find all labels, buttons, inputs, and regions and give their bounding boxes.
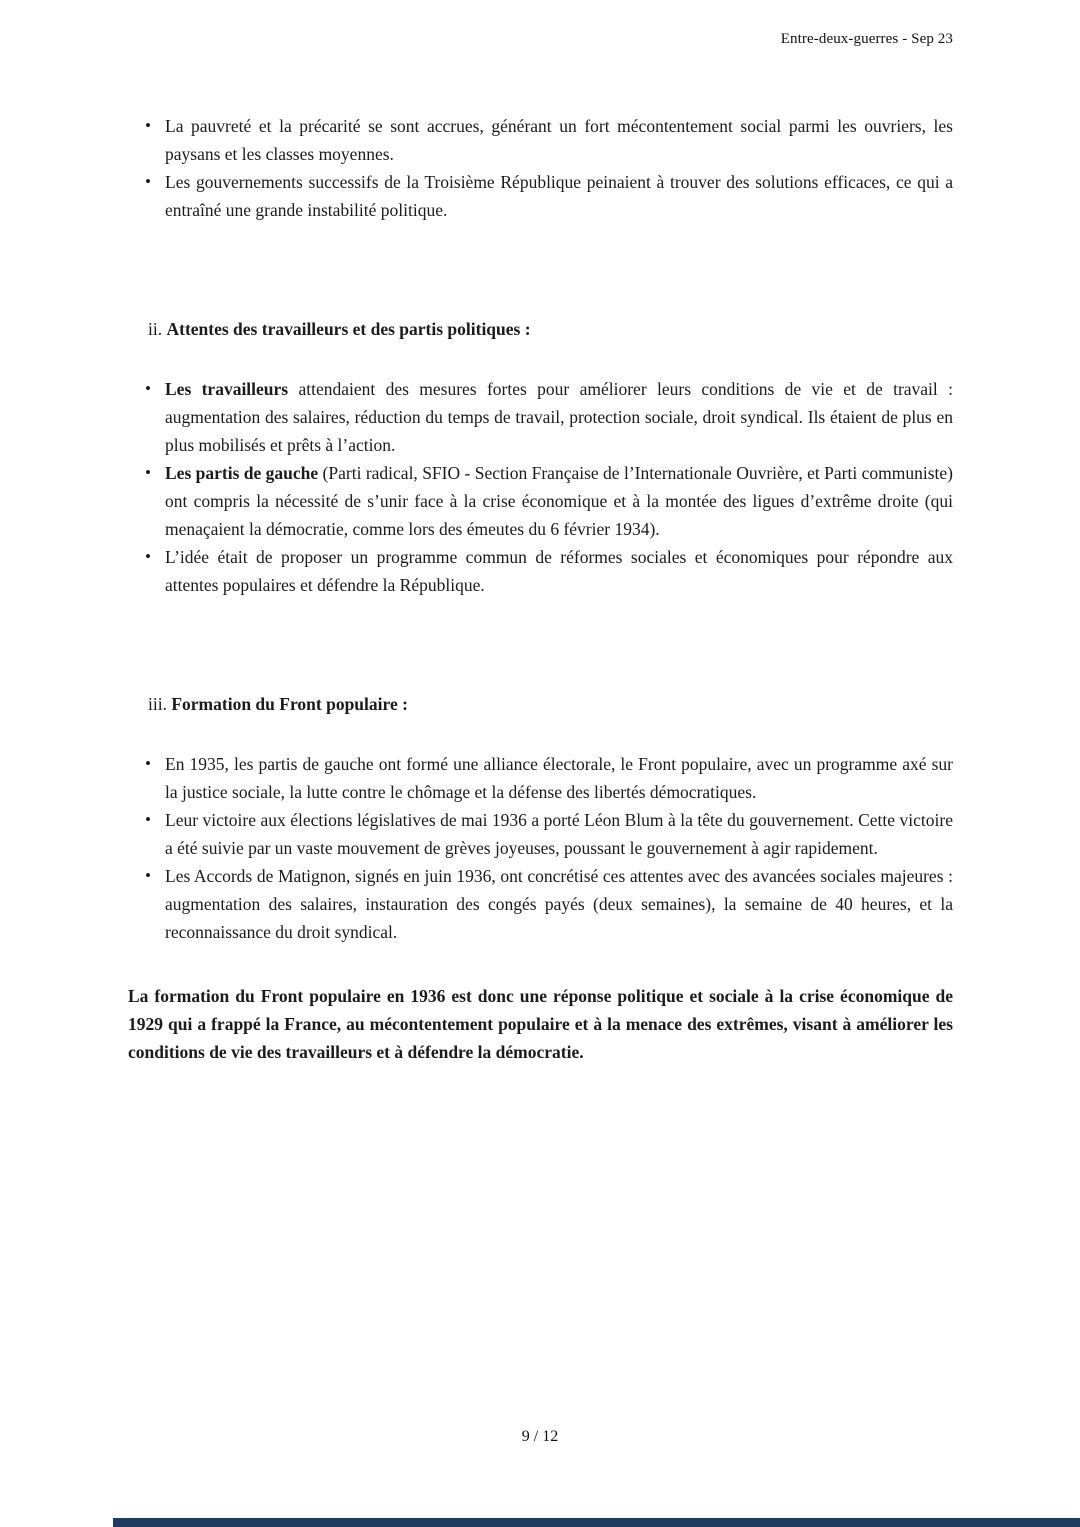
section-heading-attentes [148,315,953,343]
section-title: Attentes des travailleurs et des partis politiques : [166,319,531,339]
bullet-list-intro [128,112,953,224]
section-numeral: iii. [148,694,172,714]
bullet-list-attentes [128,375,953,599]
list-item: • Leur victoire aux élections législatives de mai 1936 a porté Léon Blum à la tête du gouvernement. Cette victoire a été suivie par un vaste mouvement de grèves joyeuses, poussant le gouvernement à agir rapidement. [128,806,953,862]
conclusion-paragraph: La formation du Front populaire en 1936 est donc une réponse politique et sociale à la crise économique de 1929 qui a frappé la France, au mécontentement populaire et à la menace des extrêmes, visant à améliorer les conditions de vie des travailleurs et à défendre la démocratie. [128,986,953,1062]
page-number: 9 / 12 [521,1428,559,1445]
page-content [128,112,953,1084]
list-item: • La pauvreté et la précarité se sont accrues, générant un fort mécontentement social parmi les ouvriers, les paysans et les classes moyennes. [128,112,953,168]
list-item: • Les gouvernements successifs de la Troisième République peinaient à trouver des solutions efficaces, ce qui a entraîné une grande instabilité politique. [128,168,953,224]
section-heading-formation [148,690,953,718]
list-item: • L’idée était de proposer un programme commun de réformes sociales et économiques pour répondre aux attentes populaires et défendre la République. [128,543,953,599]
next-page-top-edge [113,1518,1080,1527]
list-item: • Les Accords de Matignon, signés en juin 1936, ont concrétisé ces attentes avec des avancées sociales majeures : augmentation des salaires, instauration des congés payés (deux semaines), la semaine de 40 heures, et la reconnaissance du droit syndical. [128,862,953,946]
bullet-list-formation [128,750,953,946]
list-item: • Les travailleurs attendaient des mesures fortes pour améliorer leurs conditions de vie et de travail : augmentation des salaires, réduction du temps de travail, protection sociale, droit syndical. Ils étaient de plus en plus mobilisés et prêts à l’action. [128,375,953,459]
list-item: • En 1935, les partis de gauche ont formé une alliance électorale, le Front populaire, avec un programme axé sur la justice sociale, la lutte contre le chômage et la défense des libertés démocratiques. [128,750,953,806]
page-header-title: Entre-deux-guerres - Sep 23 [780,31,953,47]
list-item: • Les partis de gauche (Parti radical, SFIO - Section Française de l’Internationale Ouvrière, et Parti communiste) ont compris la nécessité de s’unir face à la crise économique et à la montée des ligues d’extrême droite (qui menaçaient la démocratie, comme lors des émeutes du 6 février 1934). [128,459,953,543]
section-title: Formation du Front populaire : [171,694,408,714]
section-numeral: ii. [148,319,167,339]
